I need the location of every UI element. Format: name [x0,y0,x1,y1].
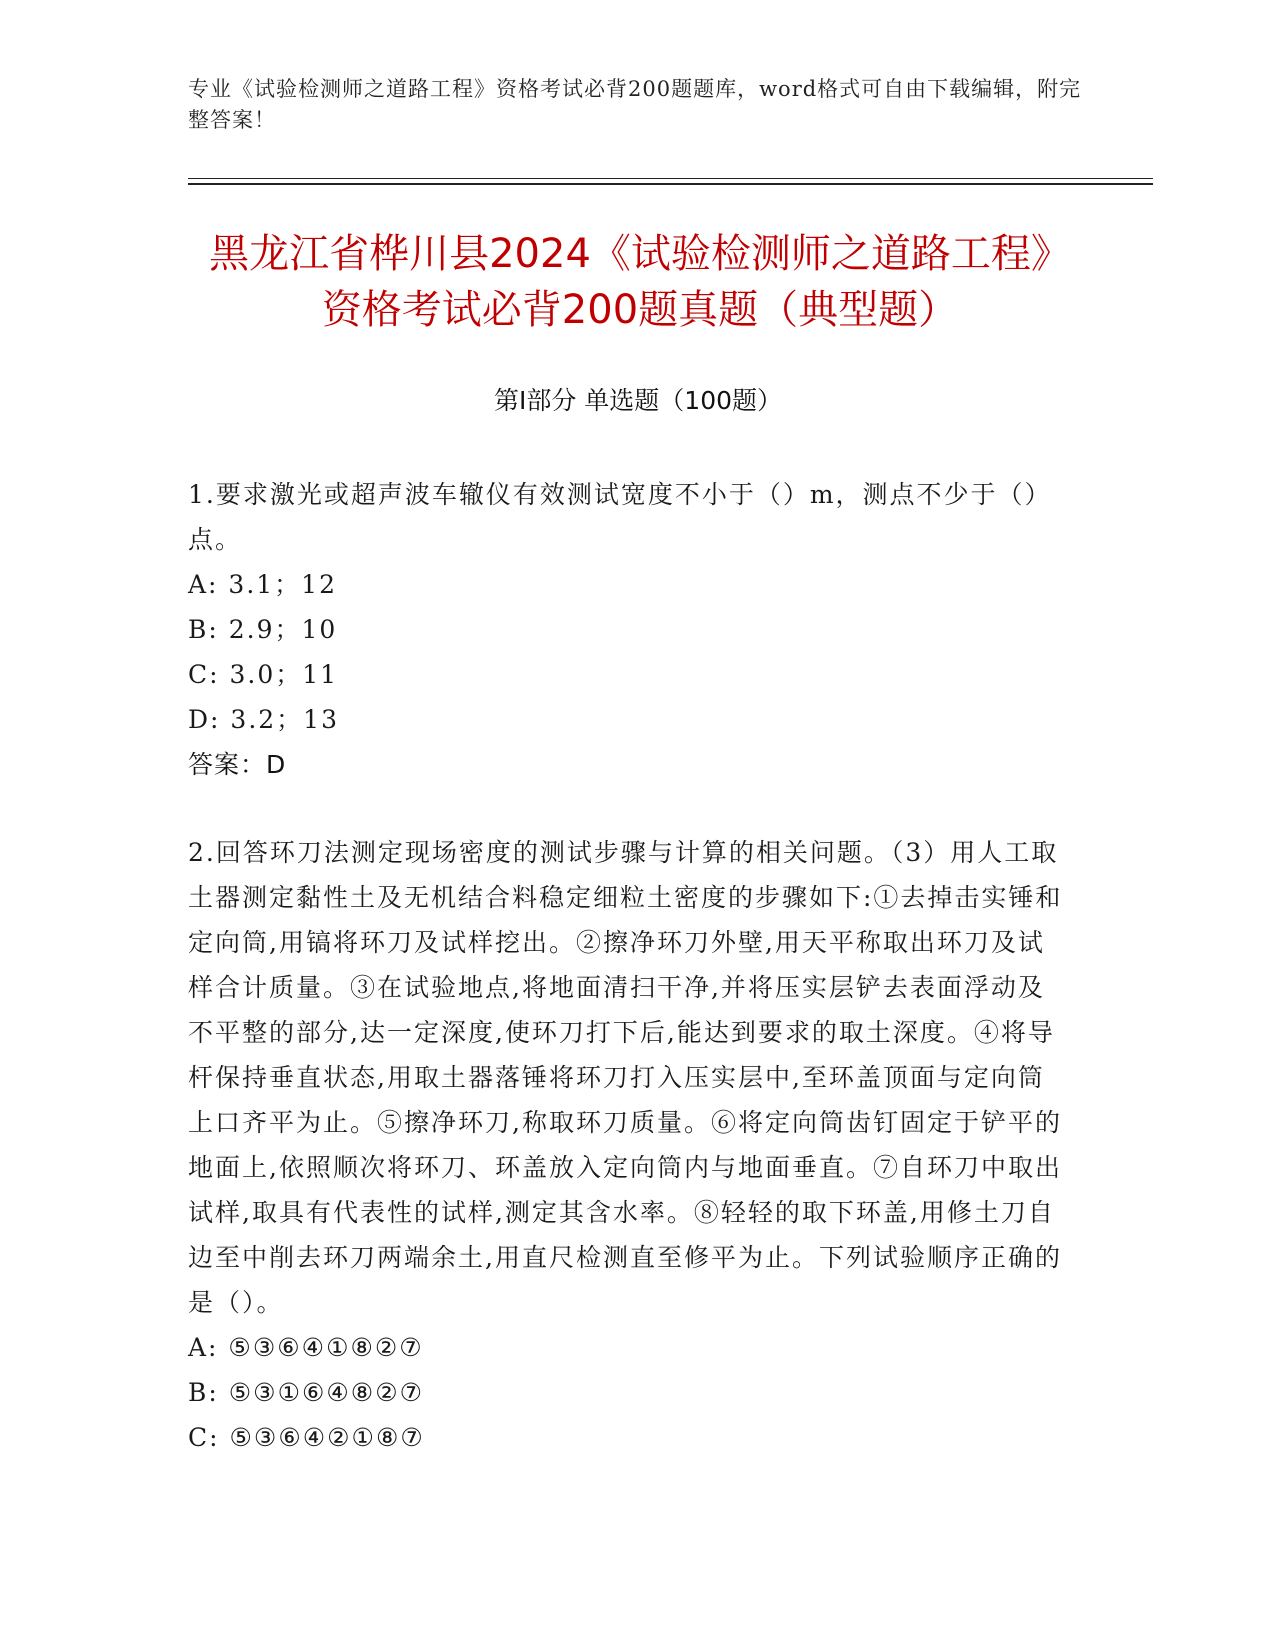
question-1 [188,472,1068,787]
answer-label: 答案：D [188,750,287,779]
option-a: A: ⑤③⑥④①⑧②⑦ [188,1333,424,1362]
question-2 [188,830,1068,1460]
option-c: C: ⑤③⑥④②①⑧⑦ [188,1423,425,1452]
question-stem: 1.要求激光或超声波车辙仪有效测试宽度不小于（）m，测点不少于（）点。 [188,480,1052,554]
option-b: B: ⑤③①⑥④⑧②⑦ [188,1378,425,1407]
header-divider-thick [188,183,1153,185]
header-divider-thin [188,178,1153,179]
section-heading: 第I部分 单选题（100题） [493,386,783,415]
option-a: A: 3.1；12 [188,570,337,599]
document-title: 黑龙江省桦川县2024《试验检测师之道路工程》资格考试必背200题真题（典型题） [209,231,1071,333]
option-b: B: 2.9；10 [188,615,338,644]
question-stem: 2.回答环刀法测定现场密度的测试步骤与计算的相关问题。（3）用人工取土器测定黏性土及无机结合料稳定细粒土密度的步骤如下:①去掉击实锤和定向筒,用镐将环刀及试样挖出。②擦净环刀外壁,用天平称取出环刀及试样合计质量。③在试验地点,将地面清扫干净,并将压实层铲去表面浮动及不平整的部分,达一定深度,使环刀打下后,能达到要求的取土深度。④将导杆保持垂直状态,用取土器落锤将环刀打入压实层中,至环盖顶面与定向筒上口齐平为止。⑤擦净环刀,称取环刀质量。⑥将定向筒齿钉固定于铲平的地面上,依照顺次将环刀、环盖放入定向筒内与地面垂直。⑦自环刀中取出试样,取具有代表性的试样,测定其含水率。⑧轻轻的取下环盖,用修土刀自边至中削去环刀两端余土,用直尺检测直至修平为止。下列试验顺序正确的是（）。 [188,838,1063,1317]
header-note: 专业《试验检测师之道路工程》资格考试必背200题题库，word格式可自由下载编辑，附完整答案！ [188,77,1082,132]
option-d: D: 3.2；13 [188,705,339,734]
option-c: C: 3.0；11 [188,660,339,689]
